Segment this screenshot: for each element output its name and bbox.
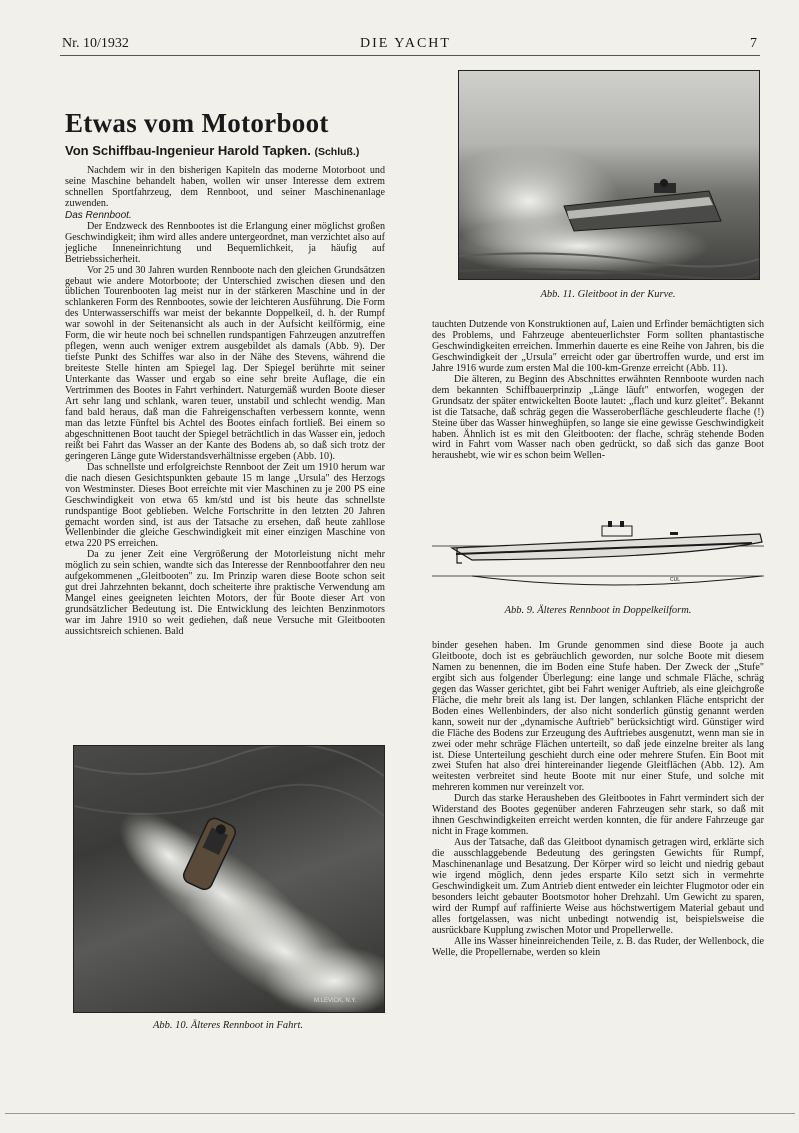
figure-10-caption: Abb. 10. Älteres Rennboot in Fahrt.: [152, 1020, 304, 1031]
paragraph: Die älteren, zu Beginn des Abschnittes erwähnten Rennboote wurden nach dem bekannten Schiffbauerprinzip „Länge läuft" entworfen, wogegen der Grundsatz der später entwickelten Boote lautet: „flach und kurz gleitet". Bekannt ist die Tatsache, daß schräg gegen die Wasseroberfläche geschleuderte flache (!) Steine über das Wasser hinweghüpfen, so lange sie eine gewisse Geschwindigkeit haben. Ähnlich ist es mit den Gleitbooten: der flache, schräg stehende Boden wird in Fahrt vom Wasser nach oben gedrückt, so daß sich das ganze Boot heraushebt, wie wir es schon beim Wellen-: [432, 373, 764, 462]
racing-boat-image: [74, 746, 384, 1012]
paragraph: binder gesehen haben. Im Grunde genommen sind diese Boote ja auch Gleitboote, doch ist es gebräuchlich geworden, nur solche Boote mit diesem Namen zu benennen, die im Boden eine Stufe haben. Der Zweck der „Stufe" ergibt sich aus folgender Überlegung: eine lange und schmale Fläche, schräg gegen das Wasser gerichtet, gibt bei Fahrt weniger Auftrieb, als eine gleichgroße Fläche, die mehr breit als lang ist. Der langen, schlanken Fläche entspricht der Boden eines Wellenbinders, der also nicht sonderlich günstig genannt werden kann, soweit nur der „dynamische Auftrieb" berücksichtigt wird. Günstiger wird die Fläche des Bodens zur Erzeugung des Auftriebes ausgenutzt, wenn man sie in zwei oder mehr schräge Flächen unterteilt, so daß jede einzelne breiter als lang ist. Diese Unterteilung geschieht durch eine oder mehrere Stufen. Ein Boot mit zwei Stufen hat also drei hintereinander liegende Gleitflächen (Abb. 12). Am weitesten verbreitet sind heute Boote mit nur einer Stufe, und solche mit mehreren kommen nur vereinzelt vor.: [432, 640, 764, 794]
figure-9-caption: Abb. 9. Älteres Rennboot in Doppelkeilform.: [504, 605, 692, 616]
figure-11-caption: Abb. 11. Gleitboot in der Kurve.: [540, 289, 676, 300]
paragraph: Vor 25 und 30 Jahren wurden Rennboote nach den gleichen Grundsätzen gebaut wie andere Motorboote; der Unterschied zwischen diesen und den üblichen Tourenbooten lag meist nur in der stärkeren Maschine und in der schlankeren Form des Rennbootes, sowie der leichteren Ausführung. Die Form des Unterwasserschiffs war meist der bekannte Doppelkeil, d. h. der Rumpf war sowohl in der Seitenansicht als auch in der Aufsicht keilförmig, eine Form, die wir heute noch bei schnellen rundspantigen Fahrzeugen anzutreffen pflegen, wenn auch weniger extrem ausgebildet als damals (Abb. 9). Der tiefste Punkt des Schiffes war also in der Nähe des Stevens, während die breiteste Stelle hinten am Spiegel lag. Der Spiegel berührte mit seiner Unterkante das Wasser und ergab so eine sehr breite Auflage, die ein Vertrimmen des Bootes in Fahrt verhindert. Naturgemäß wurden Boote dieser Art sehr lang und schlank, waren teuer, unstabil und schlecht wendig. Man fand bald heraus, daß man die Fahreigenschaften verbessern konnte, wenn man das letzte Fünftel bis Achtel des Bootes einfach fortließ. Bei einem so abgeschnittenen Boot taucht der Spiegel beträchtlich in das Wasser ein, jedoch reißt bei Fahrt das Wasser an der Kante des Bodens ab, so daß sich trotz der geringeren Länge gute Widerstandsverhältnisse ergeben (Abb. 10).: [65, 264, 385, 462]
section-heading: Das Rennboot.: [65, 209, 132, 221]
left-column: [65, 166, 385, 638]
paragraph: Alle ins Wasser hineinreichenden Teile, z. B. das Ruder, der Wellenbock, die Welle, die Propellernabe, werden so klein: [432, 935, 764, 958]
paragraph: Der Endzweck des Rennbootes ist die Erlangung einer möglichst großen Geschwindigkeit; ihm wird alles andere untergeordnet, man verzichtet also auf jegliche Inneneinrichtung und Bequemlichkeit, ja häufig auf Betriebssicherheit.: [65, 220, 385, 265]
paragraph: Nachdem wir in den bisherigen Kapiteln das moderne Motorboot und seine Maschine behandelt haben, wollen wir unser Interesse dem extrem schnellen Sportfahrzeug, dem Rennboot, und seiner Maschinenanlage zuwenden.: [65, 165, 385, 209]
right-column-top: [432, 320, 764, 462]
hull-line-drawing: [432, 518, 764, 596]
photo-credit: M.LEVICK, N.Y.: [314, 998, 357, 1004]
paragraph: tauchten Dutzende von Konstruktionen auf, Laien und Erfinder bemächtigten sich des Problems, und Fahrzeuge abenteuerlichster Form sollten phantastische Geschwindigkeiten erreichen. Immerhin dauerte es eine Reihe von Jahren, bis die Geschwindigkeit der „Ursula" erreicht oder gar übertroffen wurde, und erst im Jahre 1916 wurde zum ersten Mal die 100-km-Grenze erreicht (Abb. 11).: [432, 319, 764, 374]
magazine-name: DIE YACHT: [360, 36, 451, 51]
page-number: 7: [750, 36, 757, 51]
figure-10-photo: [73, 745, 385, 1013]
planing-boat-image: [459, 71, 759, 279]
right-column-bottom: [432, 641, 764, 959]
paragraph: Das schnellste und erfolgreichste Rennboot der Zeit um 1910 herum war die nach diesen Gesichtspunkten gebaute 15 m lange „Ursula" des Herzogs von Westminster. Dieses Boot erreichte mit vier Maschinen zu je 200 PS eine Geschwindigkeit von etwa 65 km/std und ist bis heute das schnellste rundspantige Boot geblieben. Welche Fortschritte in den letzten 20 Jahren gemacht worden sind, ist aus der Tatsache zu ersehen, daß heute zahllose Wellenbinder die gleiche Geschwindigkeit mit einer einzigen Maschine von etwa 220 PS erreichen.: [65, 461, 385, 550]
byline-note: (Schluß.): [314, 146, 360, 158]
page-bottom-edge: [5, 1113, 795, 1114]
figure-11-photo: [458, 70, 760, 280]
figure-9-drawing: [432, 518, 764, 596]
issue-number: Nr. 10/1932: [62, 36, 129, 51]
header-rule: [60, 55, 760, 56]
paragraph: Aus der Tatsache, daß das Gleitboot dynamisch getragen wird, erklärte sich die ausschlaggebende Bedeutung des geringsten Gewichts für Rumpf, Maschinenanlage und Besatzung. Der Körper wird so leicht und niedrig gebaut wie irgend möglich, denn jedes ersparte Kilo setzt sich in vermehrte Geschwindigkeit um. Zum Antrieb dient entweder ein leichter Flugmotor oder ein besonders leicht gebauter Bootsmotor hoher Drehzahl. Um Gewicht zu sparen, wird der Rumpf auf raffinierte Weise aus höchstwertigem Material gebaut und alles fortgelassen, was nicht unbedingt notwendig ist, beispielsweise die ausrückbare Kupplung zwischen Motor und Propellerwelle.: [432, 837, 764, 936]
article-title: Etwas vom Motorboot: [65, 108, 329, 138]
byline-author: Von Schiffbau-Ingenieur Harold Tapken.: [65, 143, 311, 158]
drawing-mark: CUL: [670, 577, 681, 583]
paragraph: Da zu jener Zeit eine Vergrößerung der Motorleistung nicht mehr möglich zu sein schien, wandte sich das Interesse der Rennbootfahrer den neu aufgekommenen „Gleitbooten" zu. Im Prinzip waren diese Boote schon seit gut drei Jahrzehnten bekannt, doch scheiterte ihre praktische Verwendung am Mangel eines geeigneten leichten Motors, der für Boote dieser Art von grundsätzlicher Bedeutung ist. Die Entwicklung des leichten Benzinmotors war im Jahre 1910 so weit gediehen, daß neue Versuche mit Gleitbooten aussichtsreich schienen. Bald: [65, 549, 385, 638]
article-byline: [65, 143, 359, 158]
paragraph: Durch das starke Herausheben des Gleitbootes in Fahrt vermindert sich der Widerstand des Bootes gegenüber anderen Fahrzeugen sehr stark, so daß mit ihnen Geschwindigkeiten erreicht werden konnten, die für andere Fahrzeuge gar nicht in Frage kommen.: [432, 793, 764, 838]
